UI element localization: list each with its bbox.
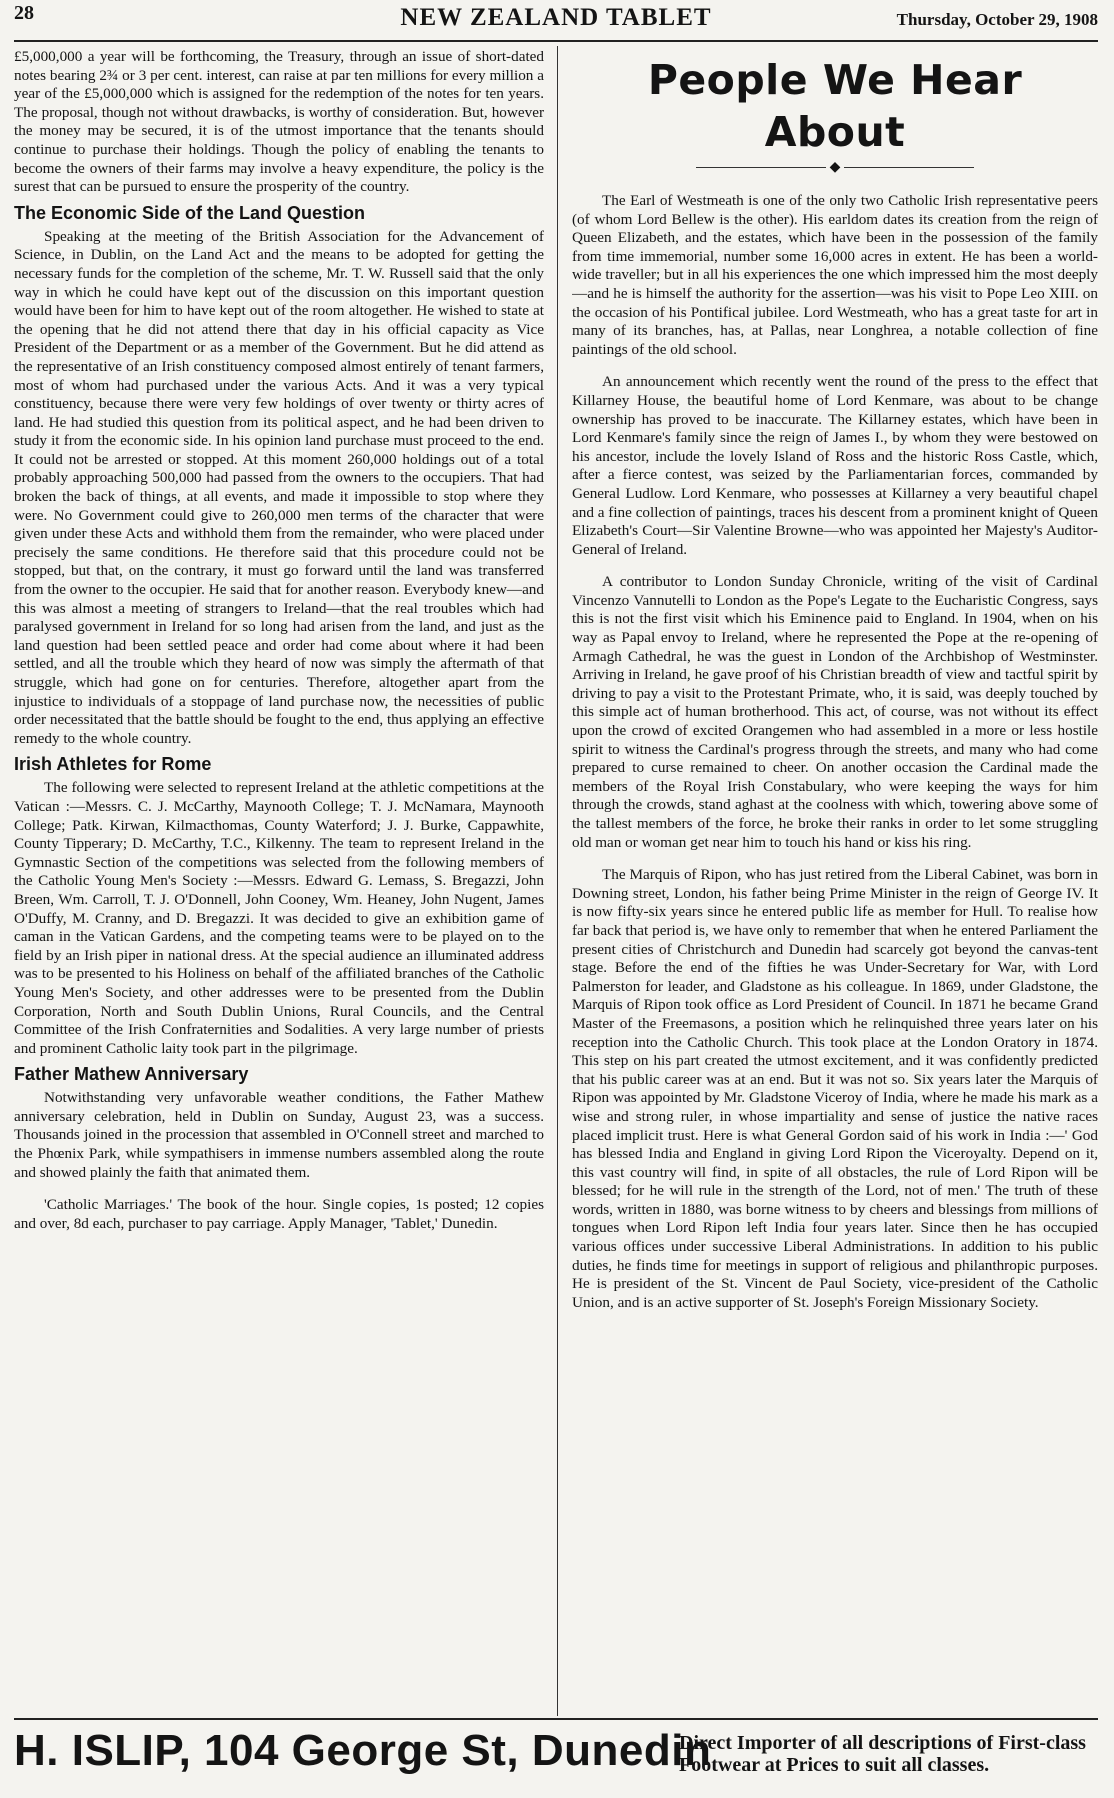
newspaper-title: NEW ZEALAND TABLET: [400, 4, 712, 31]
left-column: [14, 48, 544, 1714]
masthead: [14, 0, 1098, 42]
section-heading-land-question: The Economic Side of the Land Question: [14, 202, 366, 223]
article-continuation: £5,000,000 a year will be forthcoming, the Treasury, through an issue of short-dated notes bearing 2¾ or 3 per cent. interest, can raise at par ten millions for every million a year of the £5,000,000 which is assigned for the redemption of the notes for ten years. The proposal, though not without drawbacks, is worthy of consideration. But, however the money may be secured, it is of the utmost importance that the tenants should continue to purchase their holdings. Though the policy of enabling the tenants to become the owners of their farms may involve a heavy expenditure, the policy is the surest that can be pursued to ensure the prosperity of the country.: [14, 48, 544, 196]
section-heading-father-mathew: Father Mathew Anniversary: [14, 1064, 249, 1085]
item-westmeath: The Earl of Westmeath is one of the only two Catholic Irish representative peers (of whom Lord Bellew is the other). His earldom dates its creation from the reign of Queen Elizabeth, and the estates, which have been in the possession of the family from time immemorial, number some 16,000 acres in extent. He has been a world-wide traveller; but in all his experiences the one which impressed him the most deeply—and he is himself the authority for the assertion—was his visit to Pope Leo XIII. on the occasion of his Pontifical jubilee. Lord Westmeath, who has a great taste for art in many of its branches, has, at Pallas, near Longhrea, a notable collection of fine paintings of the old school.: [572, 192, 1098, 358]
advert-name: H. ISLIP, 104 George St, Dunedin: [14, 1726, 712, 1775]
book-advertisement: 'Catholic Marriages.' The book of the hour. Single copies, 1s posted; 12 copies and over, 8d each, purchaser to pay carriage. Apply Manager, 'Tablet,' Dunedin.: [14, 1196, 544, 1232]
column-heading: People We Hear About: [647, 56, 1023, 156]
diamond-icon: ◆: [829, 160, 841, 175]
article-father-mathew: Notwithstanding very unfavorable weather conditions, the Father Mathew anniversary celebration, held in Dublin on Sunday, August 23, was a success. Thousands joined in the procession that assembled in O'Connell street and marched to the Phœnix Park, while sympathisers in immense numbers assembled along the route and showed plainly the faith that animated them.: [14, 1089, 544, 1181]
right-column: [572, 48, 1098, 1714]
heading-ornament: [572, 160, 1098, 176]
item-vannutelli: A contributor to London Sunday Chronicle, writing of the visit of Cardinal Vincenzo Vannutelli to London as the Pope's Legate to the Eucharistic Congress, says this is not the first visit which his Eminence paid to England. In 1904, when on his way as Papal envoy to Ireland, where he represented the Pope at the re-opening of Armagh Cathedral, he was the guest in London of the Archbishop of Westminster. Arriving in Ireland, he gave proof of his Christian breadth of view and tactful spirit by driving to pay a visit to the Protestant Primate, who, it is said, was deeply touched by this simple act of human brotherhood. This act, of course, was not without its effect upon the crowd of excited Orangemen who had assembled in a more or less hostile spirit to witness the Cardinal's progress through the streets, and many who had come prepared to curse remained to cheer. On another occasion the Cardinal made the members of the Royal Irish Constabulary, who were keeping the ways for him through the crowds, stand aghast at the coolness with which, towering above some of the tallest members of the force, he broke their ranks in order to let some struggling old man or woman get near him to touch his hand or kiss his ring.: [572, 573, 1098, 851]
item-ripon: The Marquis of Ripon, who has just retired from the Liberal Cabinet, was born in Downing street, London, his father being Prime Minister in the reign of George IV. It is now fifty-six years since he entered public life as member for Hull. To realise how far back that period is, we have only to remember that when he entered Parliament the present cities of Christchurch and Dunedin had scarcely got beyond the canvas-tent stage. Before the end of the fifties he was Under-Secretary for War, with Lord Palmerston for leader, and Gladstone as his colleague. In 1869, under Gladstone, the Marquis of Ripon took office as Lord President of Council. In 1871 he became Grand Master of the Freemasons, a position which he relinquished three years later on his reception into the Catholic Church. This took place at the London Oratory in 1874. This step on his part created the utmost excitement, and it was confidently predicted that his public career was at an end. But it was not so. Six years later the Marquis of Ripon was appointed by Mr. Gladstone Viceroy of India, where he made his mark as a wise and strong ruler, in whose impartiality and sense of justice the native races placed implicit trust. Here is what General Gordon said of his work in India :—' God has blessed India and England in giving Lord Ripon the Viceroyalty. Depend on it, this vast country will find, in spite of all obstacles, the rule of Lord Ripon will be blessed; for he will rule in the strength of the Lord, not of men.' The truth of these words, written in 1880, was borne witness to by cheers and blessings from millions of tongues when Lord Ripon left India four years later. Since then he has occupied various offices under successive Liberal Administrations. In addition to his public duties, he finds time for meetings in support of religious and philanthropic purposes. He is president of the St. Vincent de Paul Society, vice-president of the Catholic Union, and is an active supporter of St. Joseph's Foreign Missionary Society.: [572, 866, 1098, 1311]
footer-rule: [14, 1718, 1098, 1720]
issue-date: Thursday, October 29, 1908: [896, 10, 1098, 29]
column-divider: [557, 46, 558, 1716]
page-number: 28: [14, 2, 34, 24]
item-kenmare: An announcement which recently went the round of the press to the effect that Killarney House, the beautiful home of Lord Kenmare, was about to be change ownership has proved to be inaccurate. The Killarney estates, which have been in Lord Kenmare's family since the reign of James I., by whom they were bestowed on his ancestor, include the lovely Island of Ross and the historic Ross Castle, which, after a fierce contest, was seized by the Parliamentarian forces, commanded by General Ludlow. Lord Kenmare, who possesses at Killarney a very beautiful chapel and a fine collection of paintings, traces his descent from a prominent knight of Queen Elizabeth's Court—Sir Valentine Browne—who was appointed her Majesty's Auditor-General of Ireland.: [572, 373, 1098, 558]
article-land-question: Speaking at the meeting of the British Association for the Advancement of Science, in Dublin, on the Land Act and the means to be adopted for getting the necessary funds for the completion of the scheme, Mr. T. W. Russell said that the only way in which he could have kept out of the discussion on this important question would have been for him to have kept out of the room altogether. He wished to state at the opening that he did not attend there that day in his official capacity as Vice President of the Department or as a member of the Government. But he did attend as the representative of an Irish constituency composed almost entirely of tenant farmers, most of whom had purchased under the various Acts. And it was a very typical constituency, because there were very few holdings of over twenty or thirty acres of land. He had studied this question from its political aspect, and he had been driven to study it from the economic side. In his opinion land purchase must proceed to the end. It could not be arrested or stopped. At this moment 260,000 holdings out of a total probably approaching 500,000 had passed from the owners to the occupiers. That had broken the back of things, at all events, and made it impossible to stop where they were. No Government could give to 260,000 men terms of the character that were given under these Acts and withhold them from the remainder, who were placed under precisely the same conditions. He therefore said that this procedure could not be stopped, but that, on the contrary, it must go forward until the land was transferred from the owner to the occupier. He said that for another reason. Everybody knew—and this was almost a meeting of strangers to Ireland—that the real troubles which had paralysed government in Ireland for so long had arisen from the land, and just as the land question had been settled peace and order had come about where it had been settled, and all the trouble which they heard of now was simply the aftermath of that struggle, which had gone on for centuries. Therefore, altogether apart from the injustice to individuals of a stoppage of land purchase now, the necessities of public order necessitated that the battle should be fought to the end, thus applying an effective remedy to the whole country.: [14, 227, 544, 747]
advert-tagline: Direct Importer of all descriptions of First-class Footwear at Prices to suit all classes.: [679, 1732, 1086, 1776]
masthead-rule: [14, 40, 1098, 42]
article-athletes: The following were selected to represent Ireland at the athletic competitions at the Vatican :—Messrs. C. J. McCarthy, Maynooth College; T. J. McNamara, Maynooth College; Patk. Kirwan, Kilmacthomas, County Waterford; J. J. Burke, Cappawhite, County Tipperary; D. McCarthy, T.C., Kilkenny. The team to represent Ireland in the Gymnastic Section of the competitions was selected from the following members of the Catholic Young Men's Society :—Messrs. Edward G. Lemass, S. Bregazzi, John Breen, Wm. Carroll, T. J. O'Donnell, John Cooney, Wm. Heaney, John Nugent, James O'Duffy, M. Cranny, and D. Bregazzi. It was decided to give an exhibition game of caman in the Vatican Gardens, and the competing teams were to be played on to the field by an Irish piper in national dress. At the special audience an illuminated address was to be presented to his Holiness on behalf of the affiliated branches of the Catholic Young Men's Society, and other addresses were to be presented from the Dublin Corporation, North and South Dublin Unions, Rural Councils, and the Central Committee of the Irish Confraternities and Sodalities. A very large number of priests and prominent Catholic laity took part in the pilgrimage.: [14, 779, 544, 1057]
footer-advertisement: [14, 1724, 1098, 1790]
section-heading-athletes: Irish Athletes for Rome: [14, 754, 212, 775]
